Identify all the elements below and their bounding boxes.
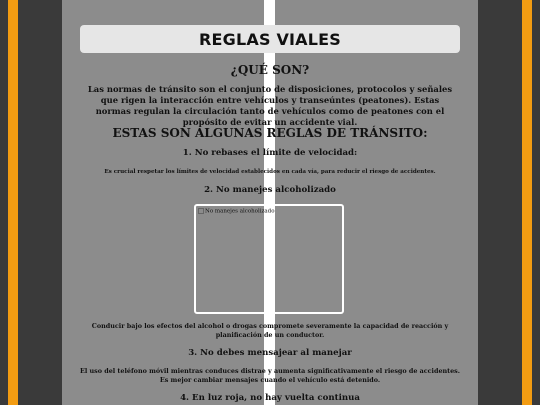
rule-1-desc: Es crucial respetar los límites de velocidad establecidos en cada vía, para reducir el riesgo de accidentes.	[104, 169, 436, 175]
rule-2-title: 2. No manejes alcoholizado	[204, 185, 336, 195]
rule-1-title: 1. No rebases el límite de velocidad:	[182, 148, 358, 158]
rule-4-title: 4. En luz roja, no hay vuelta continua	[180, 393, 360, 403]
intro-paragraph: Las normas de tránsito son el conjunto de disposiciones, protocolos y señales que rigen la interacción entre vehículos y transeúntes (peatones). Estas normas regulan la circulación tanto de vehículos como de peatones con el propósito de evitar un accidente vial.	[87, 84, 453, 127]
main-content	[62, 0, 478, 405]
rules-heading: ESTAS SON ALGUNAS REGLAS DE TRÁNSITO:	[112, 126, 428, 140]
broken-image-icon	[198, 208, 204, 214]
rule-2-image	[194, 204, 344, 314]
right-orange-stripe	[522, 0, 532, 405]
rule-3-title: 3. No debes mensajear al manejar	[188, 348, 352, 358]
rule-3-desc: El uso del teléfono móvil mientras conduces distrae y aumenta significativamente el riesgo de accidentes. Es mejor cambiar mensajes cuando el vehículo está detenido.	[79, 367, 461, 384]
rule-2-desc: Conducir bajo los efectos del alcohol o drogas compromete severamente la capacidad de reacción y planificación de un conductor.	[91, 322, 449, 339]
title-bar	[80, 25, 460, 53]
left-orange-stripe	[8, 0, 18, 405]
rule-2-image-alt: No manejes alcoholizado	[205, 208, 275, 215]
question-heading: ¿QUÉ SON?	[230, 63, 310, 77]
page-title: REGLAS VIALES	[198, 29, 342, 49]
